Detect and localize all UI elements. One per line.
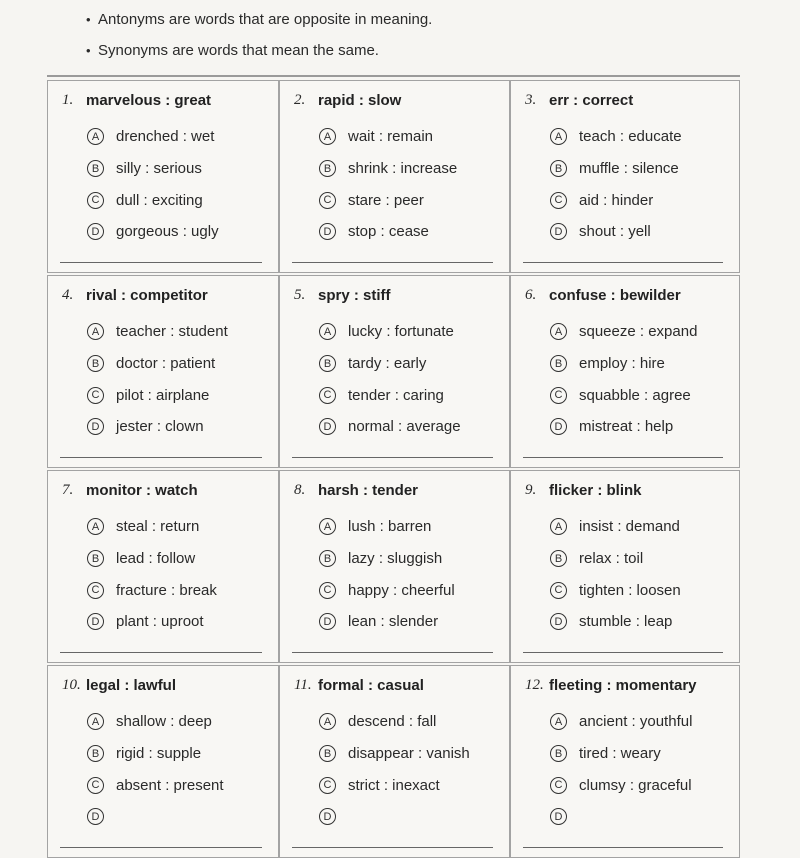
option-letter-circle-icon[interactable]: D — [550, 613, 567, 630]
answer-options — [550, 316, 697, 443]
question-header — [525, 482, 642, 499]
option-letter-circle-icon[interactable]: D — [319, 613, 336, 630]
question-header — [62, 482, 198, 499]
option-letter-circle-icon[interactable]: B — [87, 355, 104, 372]
question-number: 5. — [294, 287, 306, 303]
option-text: clumsy : graceful — [579, 776, 692, 794]
option-b[interactable] — [319, 348, 461, 380]
option-letter-circle-icon[interactable]: D — [550, 418, 567, 435]
instructions — [86, 4, 432, 66]
option-text: shout : yell — [579, 223, 651, 241]
option-letter-circle-icon[interactable]: C — [319, 582, 336, 599]
question-pair: rapid : slow — [318, 92, 402, 109]
question-header — [525, 677, 697, 694]
question-pair: err : correct — [549, 92, 634, 109]
option-letter-circle-icon[interactable]: C — [87, 582, 104, 599]
option-a[interactable] — [319, 121, 457, 153]
answer-line[interactable] — [60, 847, 262, 848]
option-text: employ : hire — [579, 355, 665, 373]
option-c[interactable] — [87, 769, 224, 801]
option-letter-circle-icon[interactable]: A — [319, 128, 336, 145]
option-text: lead : follow — [116, 550, 196, 568]
option-b[interactable] — [87, 738, 224, 770]
option-letter-circle-icon[interactable]: A — [319, 518, 336, 535]
bullet-icon: • — [86, 12, 91, 27]
answer-line[interactable] — [523, 847, 723, 848]
option-c[interactable] — [550, 379, 697, 411]
option-b[interactable] — [550, 153, 682, 185]
option-b[interactable] — [87, 153, 219, 185]
option-a[interactable] — [87, 121, 219, 153]
option-text: rigid : supple — [116, 745, 202, 763]
answer-options — [87, 121, 219, 248]
option-a[interactable] — [319, 511, 455, 543]
option-letter-circle-icon[interactable]: B — [319, 160, 336, 177]
question-header — [294, 287, 391, 304]
option-c[interactable] — [319, 769, 470, 801]
option-letter-circle-icon[interactable]: C — [319, 777, 336, 794]
question-3 — [510, 80, 740, 273]
question-grid — [47, 75, 740, 823]
question-number: 4. — [62, 287, 74, 303]
option-text: lucky : fortunate — [348, 323, 454, 341]
option-b[interactable] — [319, 738, 470, 770]
question-pair: fleeting : momentary — [549, 677, 697, 694]
question-1 — [47, 80, 279, 273]
option-letter-circle-icon[interactable]: A — [319, 713, 336, 730]
option-c[interactable] — [319, 184, 457, 216]
option-text: doctor : patient — [116, 355, 216, 373]
option-letter-circle-icon[interactable]: A — [87, 518, 104, 535]
option-d[interactable] — [550, 216, 682, 248]
option-letter-circle-icon[interactable]: C — [87, 387, 104, 404]
option-letter-circle-icon[interactable]: A — [550, 128, 567, 145]
question-header — [294, 92, 401, 109]
question-number: 12. — [525, 677, 544, 693]
option-a[interactable] — [87, 511, 217, 543]
option-d[interactable] — [87, 606, 217, 638]
option-letter-circle-icon[interactable]: B — [319, 355, 336, 372]
question-pair: formal : casual — [318, 677, 424, 694]
instruction-antonyms — [86, 4, 432, 35]
option-text: plant : uproot — [116, 613, 204, 631]
option-d[interactable] — [550, 411, 697, 443]
answer-line[interactable] — [523, 457, 723, 458]
question-pair: confuse : bewilder — [549, 287, 681, 304]
question-5 — [279, 275, 510, 468]
option-c[interactable] — [550, 574, 681, 606]
question-header — [294, 677, 424, 694]
answer-options — [87, 316, 228, 443]
answer-line[interactable] — [292, 652, 493, 653]
option-text: drenched : wet — [116, 128, 215, 146]
option-d[interactable] — [550, 606, 681, 638]
option-b[interactable] — [550, 348, 697, 380]
option-text: gorgeous : ugly — [116, 223, 219, 241]
option-letter-circle-icon[interactable]: A — [550, 323, 567, 340]
question-pair: marvelous : great — [86, 92, 212, 109]
option-letter-circle-icon[interactable]: B — [550, 160, 567, 177]
question-header — [62, 677, 176, 694]
option-letter-circle-icon[interactable]: D — [319, 223, 336, 240]
question-number: 11. — [294, 677, 312, 693]
question-pair: legal : lawful — [86, 677, 177, 694]
option-text: stare : peer — [348, 191, 424, 209]
question-number: 9. — [525, 482, 537, 498]
question-10 — [47, 665, 279, 858]
option-d[interactable] — [319, 801, 470, 833]
option-text: strict : inexact — [348, 776, 440, 794]
question-2 — [279, 80, 510, 273]
option-letter-circle-icon[interactable]: A — [87, 323, 104, 340]
question-header — [62, 92, 211, 109]
answer-options — [319, 121, 457, 248]
option-letter-circle-icon[interactable]: D — [87, 223, 104, 240]
question-4 — [47, 275, 279, 468]
answer-options — [87, 706, 224, 833]
option-d[interactable] — [87, 411, 228, 443]
option-letter-circle-icon[interactable]: C — [550, 387, 567, 404]
option-a[interactable] — [550, 316, 697, 348]
option-text: mistreat : help — [579, 418, 674, 436]
option-b[interactable] — [87, 348, 228, 380]
option-text: dull : exciting — [116, 191, 203, 209]
option-letter-circle-icon[interactable]: B — [319, 550, 336, 567]
option-text: normal : average — [348, 418, 461, 436]
answer-options — [87, 511, 217, 638]
instruction-synonyms — [86, 35, 432, 66]
option-text: tighten : loosen — [579, 581, 681, 599]
option-text: aid : hinder — [579, 191, 654, 209]
option-letter-circle-icon[interactable]: D — [319, 808, 336, 825]
option-letter-circle-icon[interactable]: B — [87, 550, 104, 567]
option-d[interactable] — [319, 216, 457, 248]
option-a[interactable] — [87, 316, 228, 348]
option-text: lean : slender — [348, 613, 439, 631]
option-c[interactable] — [87, 574, 217, 606]
option-letter-circle-icon[interactable]: A — [87, 128, 104, 145]
option-text: shallow : deep — [116, 713, 212, 731]
option-d[interactable] — [87, 216, 219, 248]
option-letter-circle-icon[interactable]: D — [87, 808, 104, 825]
question-header — [525, 92, 633, 109]
bullet-icon: • — [86, 43, 91, 58]
question-number: 7. — [62, 482, 74, 498]
option-text: silly : serious — [116, 160, 202, 178]
option-letter-circle-icon[interactable]: B — [87, 160, 104, 177]
option-letter-circle-icon[interactable]: B — [550, 355, 567, 372]
option-b[interactable] — [87, 543, 217, 575]
option-letter-circle-icon[interactable]: A — [550, 518, 567, 535]
option-text: tired : weary — [579, 745, 661, 763]
option-text: jester : clown — [116, 418, 204, 436]
option-a[interactable] — [319, 706, 470, 738]
question-pair: spry : stiff — [318, 287, 391, 304]
option-letter-circle-icon[interactable]: B — [550, 745, 567, 762]
option-b[interactable] — [550, 543, 681, 575]
instruction-text: Antonyms are words that are opposite in meaning. — [98, 11, 433, 28]
option-b[interactable] — [550, 738, 692, 770]
option-letter-circle-icon[interactable]: C — [87, 777, 104, 794]
option-text: lazy : sluggish — [348, 550, 443, 568]
option-letter-circle-icon[interactable]: A — [319, 323, 336, 340]
answer-line[interactable] — [523, 652, 723, 653]
option-text: wait : remain — [348, 128, 434, 146]
answer-options — [319, 511, 455, 638]
question-pair: harsh : tender — [318, 482, 419, 499]
option-d[interactable] — [87, 801, 224, 833]
option-letter-circle-icon[interactable]: C — [550, 192, 567, 209]
question-12 — [510, 665, 740, 858]
option-letter-circle-icon[interactable]: D — [87, 418, 104, 435]
option-text: happy : cheerful — [348, 581, 455, 599]
question-8 — [279, 470, 510, 663]
answer-options — [550, 511, 681, 638]
option-letter-circle-icon[interactable]: A — [87, 713, 104, 730]
option-letter-circle-icon[interactable]: C — [550, 582, 567, 599]
question-number: 6. — [525, 287, 537, 303]
question-11 — [279, 665, 510, 858]
answer-line[interactable] — [60, 262, 262, 263]
option-c[interactable] — [550, 769, 692, 801]
option-text: relax : toil — [579, 550, 644, 568]
answer-line[interactable] — [292, 457, 493, 458]
option-text: stop : cease — [348, 223, 429, 241]
option-letter-circle-icon[interactable]: D — [319, 418, 336, 435]
option-c[interactable] — [319, 379, 461, 411]
option-text: fracture : break — [116, 581, 217, 599]
option-d[interactable] — [550, 801, 692, 833]
question-number: 8. — [294, 482, 306, 498]
question-pair: rival : competitor — [86, 287, 208, 304]
option-b[interactable] — [319, 543, 455, 575]
option-letter-circle-icon[interactable]: D — [550, 223, 567, 240]
option-letter-circle-icon[interactable]: C — [319, 387, 336, 404]
answer-line[interactable] — [60, 457, 262, 458]
option-letter-circle-icon[interactable]: D — [550, 808, 567, 825]
option-b[interactable] — [319, 153, 457, 185]
question-number: 2. — [294, 92, 306, 108]
option-letter-circle-icon[interactable]: C — [319, 192, 336, 209]
option-text: tender : caring — [348, 386, 444, 404]
option-letter-circle-icon[interactable]: D — [87, 613, 104, 630]
option-text: pilot : airplane — [116, 386, 210, 404]
answer-options — [550, 706, 692, 833]
option-text: stumble : leap — [579, 613, 673, 631]
option-a[interactable] — [550, 706, 692, 738]
option-text: squeeze : expand — [579, 323, 698, 341]
option-text: disappear : vanish — [348, 745, 470, 763]
question-header — [294, 482, 418, 499]
answer-line[interactable] — [523, 262, 723, 263]
question-header — [525, 287, 681, 304]
option-c[interactable] — [550, 184, 682, 216]
option-text: shrink : increase — [348, 160, 458, 178]
answer-line[interactable] — [60, 652, 262, 653]
option-text: teach : educate — [579, 128, 682, 146]
option-a[interactable] — [319, 316, 461, 348]
option-text: descend : fall — [348, 713, 437, 731]
option-letter-circle-icon[interactable]: B — [319, 745, 336, 762]
option-letter-circle-icon[interactable]: C — [87, 192, 104, 209]
option-text: steal : return — [116, 518, 200, 536]
option-a[interactable] — [550, 511, 681, 543]
question-7 — [47, 470, 279, 663]
answer-options — [319, 706, 470, 833]
option-text: squabble : agree — [579, 386, 691, 404]
option-letter-circle-icon[interactable]: A — [550, 713, 567, 730]
option-c[interactable] — [319, 574, 455, 606]
question-pair: flicker : blink — [549, 482, 642, 499]
option-d[interactable] — [319, 606, 455, 638]
option-a[interactable] — [550, 121, 682, 153]
option-a[interactable] — [87, 706, 224, 738]
option-letter-circle-icon[interactable]: B — [87, 745, 104, 762]
question-number: 10. — [62, 677, 81, 693]
question-header — [62, 287, 208, 304]
answer-line[interactable] — [292, 262, 493, 263]
option-text: absent : present — [116, 776, 224, 794]
question-9 — [510, 470, 740, 663]
option-c[interactable] — [87, 184, 219, 216]
option-c[interactable] — [87, 379, 228, 411]
question-number: 1. — [62, 92, 74, 108]
option-d[interactable] — [319, 411, 461, 443]
answer-options — [319, 316, 461, 443]
option-text: muffle : silence — [579, 160, 679, 178]
option-letter-circle-icon[interactable]: C — [550, 777, 567, 794]
option-text: insist : demand — [579, 518, 680, 536]
option-letter-circle-icon[interactable]: B — [550, 550, 567, 567]
option-text: teacher : student — [116, 323, 228, 341]
question-number: 3. — [525, 92, 537, 108]
option-text: ancient : youthful — [579, 713, 693, 731]
question-6 — [510, 275, 740, 468]
option-text: lush : barren — [348, 518, 432, 536]
question-pair: monitor : watch — [86, 482, 198, 499]
option-text: tardy : early — [348, 355, 427, 373]
answer-line[interactable] — [292, 847, 493, 848]
answer-options — [550, 121, 682, 248]
instruction-text: Synonyms are words that mean the same. — [98, 42, 379, 59]
